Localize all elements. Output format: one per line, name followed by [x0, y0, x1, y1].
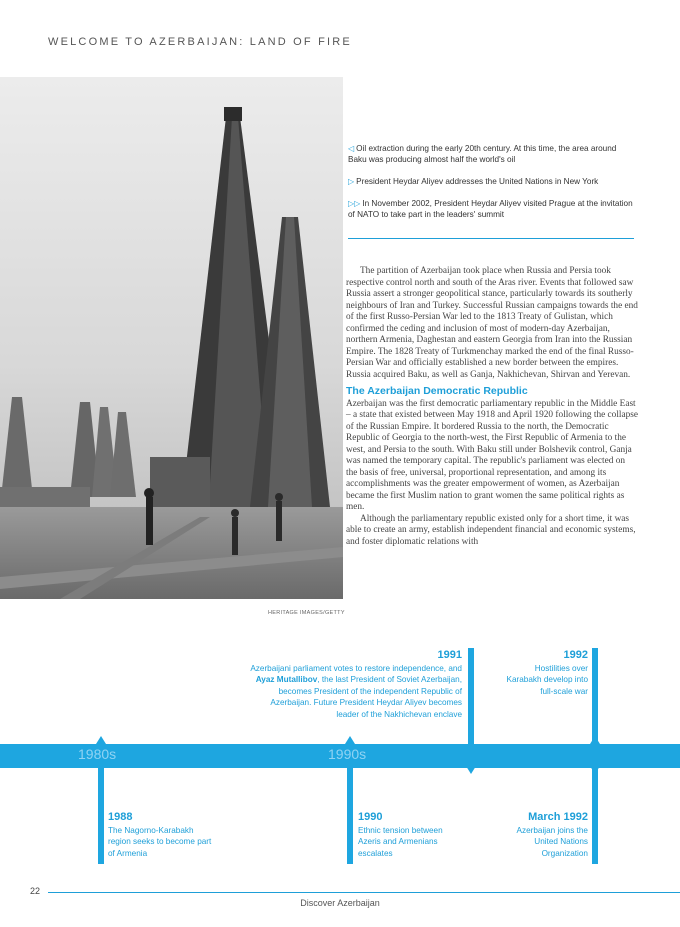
event-year: 1988 — [108, 811, 133, 823]
running-header: WELCOME TO AZERBAIJAN: LAND OF FIRE — [48, 36, 352, 48]
timeline-marker-1990 — [345, 736, 355, 744]
photo-credit: HERITAGE IMAGES/GETTY — [268, 610, 345, 616]
caption-oil: ◁ Oil extraction during the early 20th century. At this time, the area around Baku was producing almost half the world's oil — [348, 144, 617, 164]
event-1988: 1988 The Nagorno-Karabakh region seeks to become part of Armenia — [108, 812, 218, 859]
photo-captions — [348, 143, 636, 231]
caption-un: ▷ President Heydar Aliyev addresses the United Nations in New York — [348, 177, 599, 186]
timeline-stem-march-1992 — [592, 760, 598, 864]
page-number: 22 — [30, 886, 41, 896]
decade-label-1980s: 1980s — [78, 746, 117, 762]
double-right-arrow-icon: ▷▷ — [348, 199, 361, 208]
event-1991: 1991 Azerbaijani parliament votes to restore independence, and Ayaz Mutallibov, the last President of Soviet Azerbaijan, becomes President of the independent Republic of Azerbaijan. Future President Heydar Aliyev becomes leader of the Nakhichevan enclave — [250, 649, 462, 719]
event-1990: 1990 Ethnic tension between Azeris and Armenians escalates — [358, 812, 458, 859]
event-year: 1991 — [437, 649, 462, 661]
paragraph-continued: Although the parliamentary republic existed only for a short time, it was able to create an army, establish independent financial and economic systems, and foster diplomatic relations with — [346, 513, 636, 547]
person-name: Ayaz Mutallibov — [255, 675, 318, 684]
paragraph-partition: The partition of Azerbaijan took place when Russia and Persia took respective control north and south of the Aras river. Events that followed saw Russia assert a stronger geopolitical stance, particularly towards its southerly neighbours of Iran and Turkey. Successful Russian campaigns towards the end of the first Russo-Persian War led to the 1813 Treaty of Gulistan, which confirmed the ceding and inclusion of most of modern-day Azerbaijan, northern Armenia, Daghestan and eastern Georgia from Iran into the Russian Empire. The 1828 Treaty of Turkmenchay marked the end of the final Russo-Persian War and officially established a new border between the empires. Russia acquired Baku, as well as Ganja, Nakhichevan, Shirvan and Yerevan. — [346, 266, 638, 380]
timeline-stem-1988 — [98, 760, 104, 864]
timeline-marker-1988 — [96, 736, 106, 744]
caption-divider — [348, 238, 634, 239]
article-body — [346, 266, 638, 548]
event-year: 1992 — [563, 649, 588, 661]
event-year: March 1992 — [528, 811, 588, 823]
timeline-marker-march-1992 — [590, 736, 600, 744]
footer-divider — [48, 892, 680, 893]
left-arrow-icon: ◁ — [348, 144, 355, 153]
oil-derricks-photo — [0, 77, 343, 599]
timeline-stem-1991 — [468, 648, 474, 754]
event-march-1992: March 1992 Azerbaijan joins the United Nations Organization — [496, 812, 588, 859]
decade-label-1990s: 1990s — [328, 746, 367, 762]
caption-nato: ▷▷ In November 2002, President Heydar Aliyev visited Prague at the invitation of NATO to take part in the leaders' summit — [348, 199, 633, 219]
right-arrow-icon: ▷ — [348, 177, 355, 186]
event-year: 1990 — [358, 811, 383, 823]
paragraph-republic: Azerbaijan was the first democratic parliamentary republic in the Middle East – a state that existed between May 1918 and April 1920 following the collapse of the Russian Empire. It bordered Russia to the north, the Democratic Republic of Georgia to the north-west, the First Republic of Armenia to the west, and Persia to the south. With Baku still under Bolshevik control, Ganja was named the temporary capital. The republic's parliament was elected on the basis of free, universal, proportional representation, and among its accomplishments was the greater empowerment of women, as Azerbaijan became the first Muslim nation to grant women the same political rights as men. — [346, 398, 639, 512]
event-1992: 1992 Hostilities over Karabakh develop into full-scale war — [500, 650, 588, 697]
timeline-stem-1990 — [347, 760, 353, 864]
section-heading: The Azerbaijan Democratic Republic — [346, 385, 528, 397]
footer-publication: Discover Azerbaijan — [300, 898, 380, 908]
